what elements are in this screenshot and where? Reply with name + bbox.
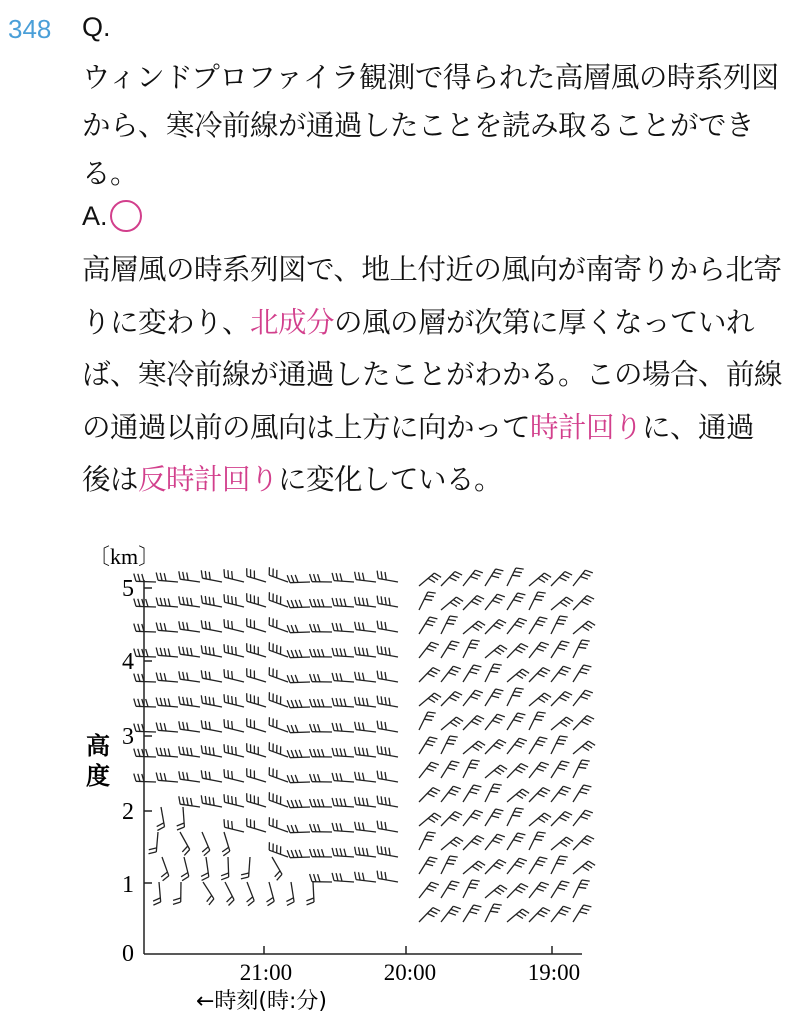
answer-text: [82, 244, 782, 507]
question-label: Q.: [82, 12, 111, 42]
highlight-north-component: 北成分: [250, 305, 335, 339]
highlight-counterclockwise: 反時計回り: [138, 463, 279, 496]
question-text: ウィンドプロファイラ観測で得られた高層風の時系列図から、寒冷前線が通過したことを読み取ることができる。: [82, 61, 779, 190]
y-axis-label-2: 度: [86, 761, 110, 790]
answer-header: [82, 200, 142, 232]
y-tick-3: 3: [122, 724, 134, 750]
y-unit-label: 〔km〕: [88, 544, 161, 569]
y-tick-5: 5: [122, 576, 134, 602]
answer-label: A.: [82, 200, 108, 231]
card-number: 348: [8, 14, 52, 44]
wind-barb-field: [134, 567, 595, 922]
y-tick-2: 2: [122, 799, 134, 825]
x-tick-2100: 21:00: [239, 960, 293, 985]
answer-part-1: 高層風の時系列図で、地上付近の風向が南寄りから北寄りに変わり、: [82, 253, 782, 339]
wind-profiler-chart: [84, 536, 604, 1016]
correct-circle-icon: [110, 200, 142, 232]
y-tick-4: 4: [122, 649, 134, 675]
answer-part-5: に、通過後は: [82, 410, 755, 496]
wind-profiler-figure: [84, 536, 604, 1016]
x-axis-label: ←時刻(時:分): [196, 989, 328, 1014]
x-tick-1900: 19:00: [527, 960, 581, 985]
answer-part-7: に変化している。: [278, 463, 503, 496]
answer-part-3: の風の層が次第に厚くなっていれば、寒冷前線が通過したことがわかる。この場合、前線の通過以前の風向は上方に向かって: [82, 305, 783, 444]
y-tick-0: 0: [122, 941, 134, 967]
y-axis-label-1: 高: [86, 731, 110, 760]
highlight-clockwise: 時計回り: [530, 410, 643, 444]
x-tick-2000: 20:00: [383, 960, 437, 985]
y-tick-1: 1: [122, 872, 134, 898]
